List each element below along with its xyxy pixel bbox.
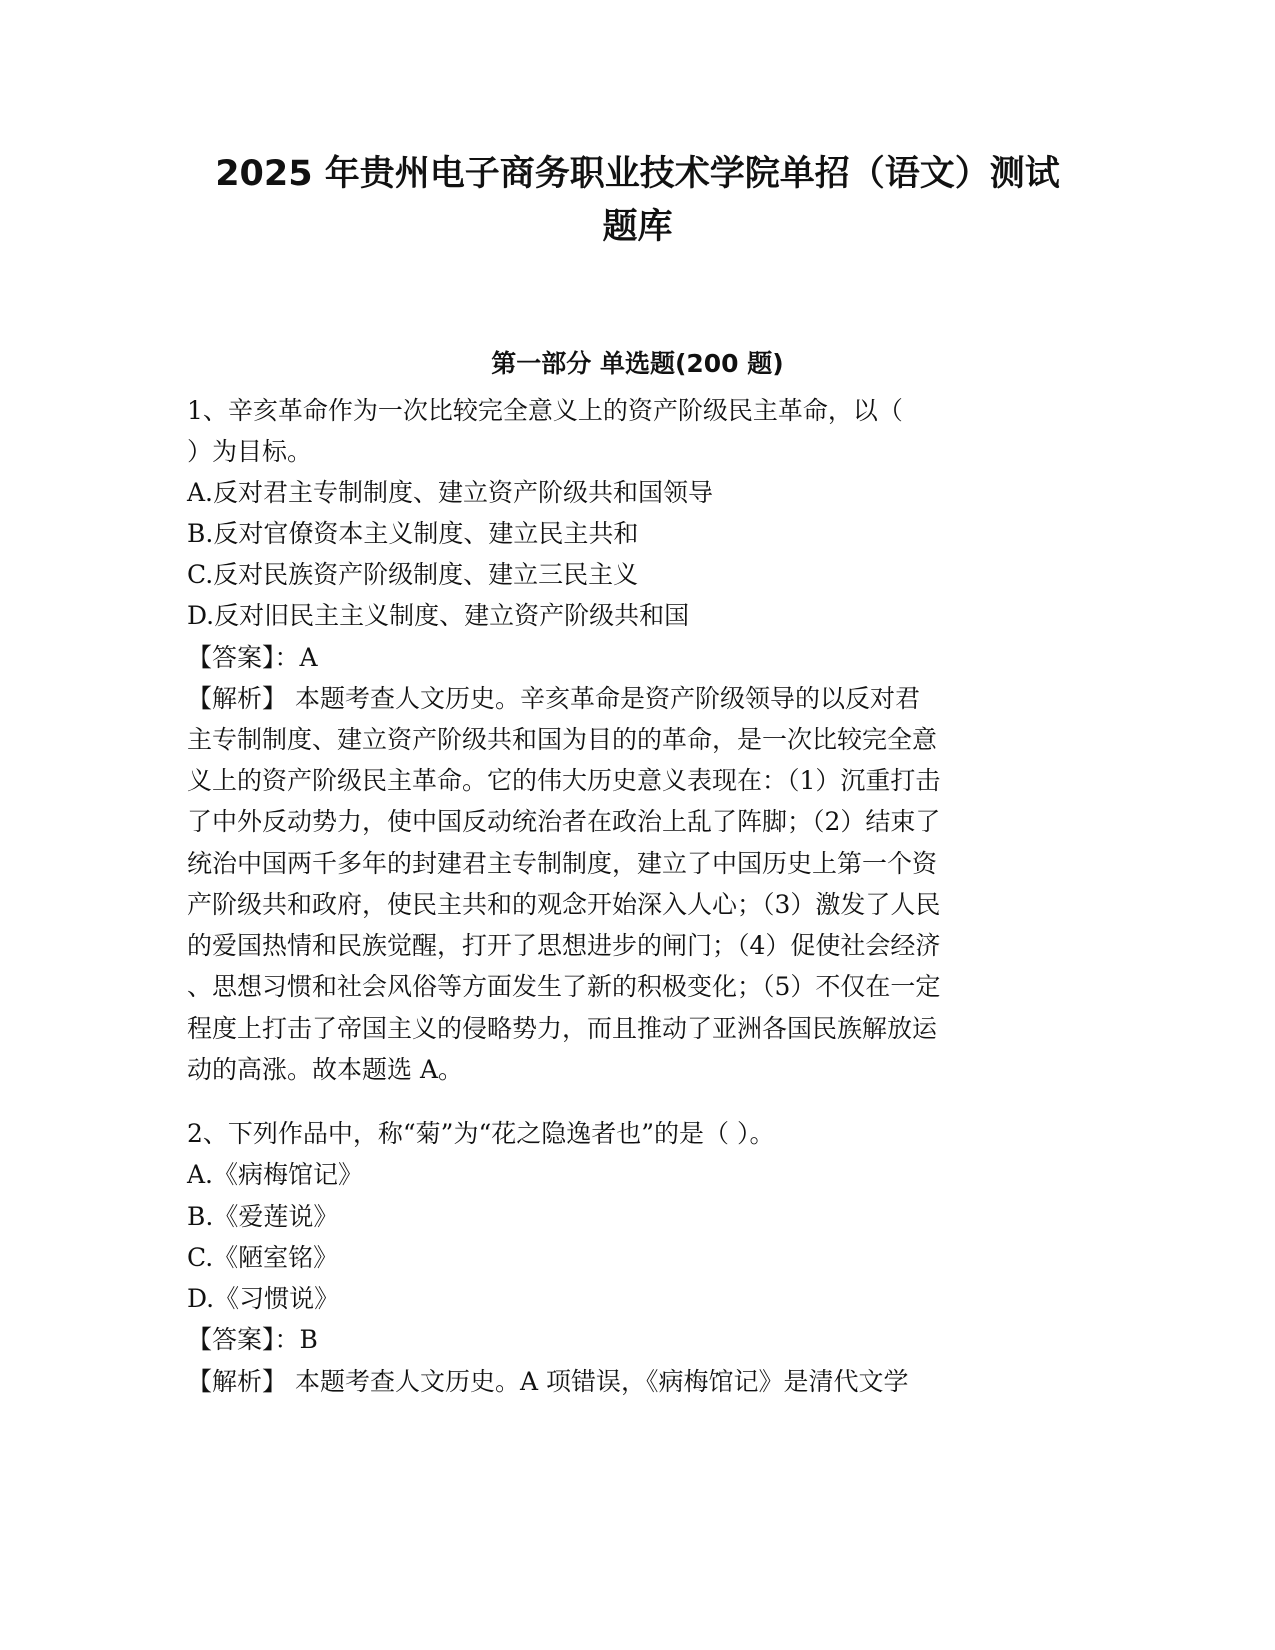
question-2-option-d: D.《习惯说》 — [187, 1284, 340, 1313]
question-1-analysis-line-8: 、思想习惯和社会风俗等方面发生了新的积极变化；（5）不仅在一定 — [187, 972, 941, 1001]
question-1-analysis-line-7: 的爱国热情和民族觉醒，打开了思想进步的闸门；（4）促使社会经济 — [187, 931, 941, 960]
question-2-answer: 【答案】：B — [187, 1325, 318, 1354]
question-1-analysis-line-6: 产阶级共和政府，使民主共和的观念开始深入人心；（3）激发了人民 — [187, 890, 941, 919]
question-2-stem-line-1: 2、下列作品中，称“菊”为“花之隐逸者也”的是（ ）。 — [187, 1119, 775, 1148]
question-2-option-c: C.《陋室铭》 — [187, 1243, 339, 1272]
question-1-analysis-line-1: 【解析】 本题考查人文历史。辛亥革命是资产阶级领导的以反对君 — [187, 684, 920, 713]
question-1-analysis-line-3: 义上的资产阶级民主革命。它的伟大历史意义表现在：（1）沉重打击 — [187, 766, 941, 795]
question-1-analysis-line-5: 统治中国两千多年的封建君主专制制度，建立了中国历史上第一个资 — [187, 849, 938, 878]
question-1-stem-line-1: 1、辛亥革命作为一次比较完全意义上的资产阶级民主革命，以（ — [187, 396, 903, 425]
question-1-stem-line-2: ）为目标。 — [187, 437, 313, 466]
question-1-option-b: B.反对官僚资本主义制度、建立民主共和 — [187, 519, 639, 548]
title-line-2: 题库 — [602, 207, 673, 247]
question-1-analysis-line-9: 程度上打击了帝国主义的侵略势力，而且推动了亚洲各国民族解放运 — [187, 1014, 938, 1043]
question-1-analysis-line-4: 了中外反动势力，使中国反动统治者在政治上乱了阵脚；（2）结束了 — [187, 807, 941, 836]
question-1-option-c: C.反对民族资产阶级制度、建立三民主义 — [187, 560, 639, 589]
section-heading: 第一部分 单选题(200 题) — [491, 349, 784, 378]
question-1-analysis-line-10: 动的高涨。故本题选 A。 — [187, 1055, 464, 1084]
question-2-analysis-line-1: 【解析】 本题考查人文历史。A 项错误，《病梅馆记》是清代文学 — [187, 1367, 909, 1396]
document-title — [130, 148, 1145, 254]
question-1-option-d: D.反对旧民主主义制度、建立资产阶级共和国 — [187, 601, 690, 630]
question-2-option-a: A.《病梅馆记》 — [187, 1160, 364, 1189]
question-1-answer: 【答案】：A — [187, 643, 318, 672]
title-line-1: 2025 年贵州电子商务职业技术学院单招（语文）测试 — [215, 154, 1060, 194]
question-1-analysis-line-2: 主专制制度、建立资产阶级共和国为目的的革命，是一次比较完全意 — [187, 725, 938, 754]
question-1-option-a: A.反对君主专制制度、建立资产阶级共和国领导 — [187, 478, 714, 507]
question-2-option-b: B.《爱莲说》 — [187, 1202, 339, 1231]
